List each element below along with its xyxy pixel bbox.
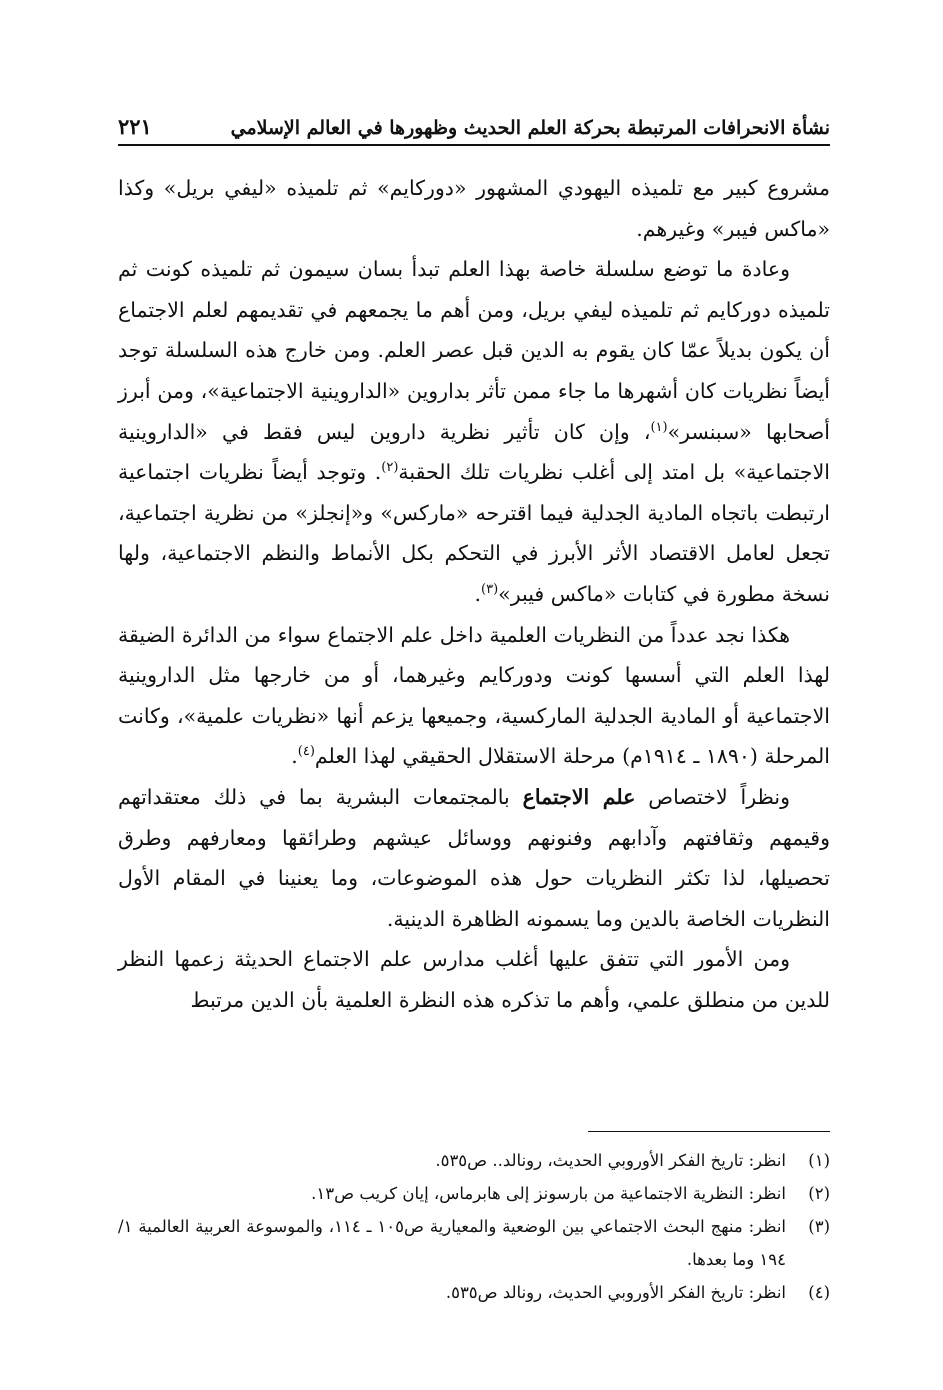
footnote-ref-1[interactable]: (١)	[650, 419, 668, 435]
footnote-ref-3[interactable]: (٣)	[481, 582, 499, 598]
paragraph-1-text: مشروع كبير مع تلميذه اليهودي المشهور «دوركايم» ثم تلميذه «ليفي بريل» وكذا «ماكس فيبر» وغيرهم.	[118, 176, 830, 241]
footnote-3	[118, 1210, 830, 1276]
paragraph-4	[118, 777, 830, 939]
paragraph-2-text-d: .	[474, 581, 482, 606]
footnote-text: انظر: منهج البحث الاجتماعي بين الوضعية والمعيارية ص١٠٥ ـ ١١٤، والموسوعة العربية العالمية ١/ ١٩٤ وما بعدها.	[118, 1217, 786, 1269]
paragraph-4-text-b: بالمجتمعات البشرية بما في ذلك معتقداتهم وقيمهم وثقافتهم وآدابهم وفنونهم ووسائل عيشهم وطرائقها ومعارفهم وطرق تحصيلها، لذا تكثر النظريات حول هذه الموضوعات، وما يعنينا في المقام الأول النظريات الخاصة بالدين وما يسمونه الظاهرة الدينية.	[118, 784, 830, 931]
footnote-text: انظر: تاريخ الفكر الأوروبي الحديث، رونالد ص٥٣٥.	[445, 1283, 786, 1302]
page-number: ٢٢١	[118, 114, 152, 139]
footnote-ref-2[interactable]: (٢)	[381, 460, 399, 476]
footnote-text: انظر: النظرية الاجتماعية من بارسونز إلى هابرماس، إيان كريب ص١٣.	[311, 1184, 786, 1203]
footnote-number: (٣)	[808, 1217, 830, 1236]
footnote-1	[118, 1144, 830, 1177]
paragraph-3	[118, 615, 830, 777]
footnote-separator	[588, 1131, 830, 1132]
paragraph-5	[118, 939, 830, 1020]
footnote-number: (٤)	[808, 1283, 830, 1302]
paragraph-4-text-a: ونظراً لاختصاص	[635, 784, 790, 809]
footnote-number: (١)	[808, 1151, 830, 1170]
paragraph-3-text-b: .	[291, 744, 298, 769]
running-title: نشأة الانحرافات المرتبطة بحركة العلم الحديث وظهورها في العالم الإسلامي	[230, 117, 830, 139]
footnote-ref-4[interactable]: (٤)	[297, 744, 315, 760]
footnote-4	[118, 1276, 830, 1309]
paragraph-2-text-a: وعادة ما توضع سلسلة خاصة بهذا العلم تبدأ بسان سيمون ثم تلميذه كونت ثم تلميذه دوركايم ثم تلميذه ليفي بريل، ومن أهم ما يجمعهم في تقديمهم لعلم الاجتماع أن يكون بديلاً عمّا كان يقوم به الدين قبل عصر العلم. ومن خارج هذه السلسلة توجد أيضاً نظريات كان أشهرها ما جاء ممن تأثر بداروين «الداروينية الاجتماعية»، ومن أبرز أصحابها «سبنسر»	[118, 257, 831, 444]
paragraph-2-text-b: ، وإن كان تأثير نظرية داروين ليس فقط في «الداروينية الاجتماعية» بل امتد إلى أغلب نظريات تلك الحقبة	[118, 419, 830, 485]
bold-term: علم الاجتماع	[522, 784, 636, 809]
paragraph-5-text: ومن الأمور التي تتفق عليها أغلب مدارس علم الاجتماع الحديثة زعمها النظر للدين من منطلق علمي، وأهم ما تذكره هذه النظرة العلمية بأن الدين مرتبط	[118, 947, 830, 1012]
header-rule	[118, 144, 830, 146]
body-text	[118, 168, 830, 1020]
paragraph-1	[118, 168, 830, 249]
running-header	[118, 103, 830, 139]
footnote-2	[118, 1177, 830, 1210]
footnote-text: انظر: تاريخ الفكر الأوروبي الحديث، رونالد.. ص٥٣٥.	[435, 1151, 786, 1170]
footnote-number: (٢)	[808, 1184, 830, 1203]
paragraph-2	[118, 249, 830, 614]
paragraph-2-text-c: . وتوجد أيضاً نظريات اجتماعية ارتبطت باتجاه المادية الجدلية فيما اقترحه «ماركس» و«إنجلز» من نظرية اجتماعية، تجعل لعامل الاقتصاد الأثر الأبرز في التحكم بكل الأنماط والنظم الاجتماعية، ولها نسخة مطورة في كتابات «ماكس فيبر»	[118, 460, 830, 606]
footnotes	[118, 1144, 830, 1309]
paragraph-3-text-a: هكذا نجد عدداً من النظريات العلمية داخل علم الاجتماع سواء من الدائرة الضيقة لهذا العلم التي أسسها كونت ودوركايم وغيرهما، أو من خارجها مثل الداروينية الاجتماعية أو المادية الجدلية الماركسية، وجميعها يزعم أنها «نظريات علمية»، وكانت المرحلة (١٨٩٠ ـ ١٩١٤م) مرحلة الاستقلال الحقيقي لهذا العلم	[118, 622, 830, 769]
